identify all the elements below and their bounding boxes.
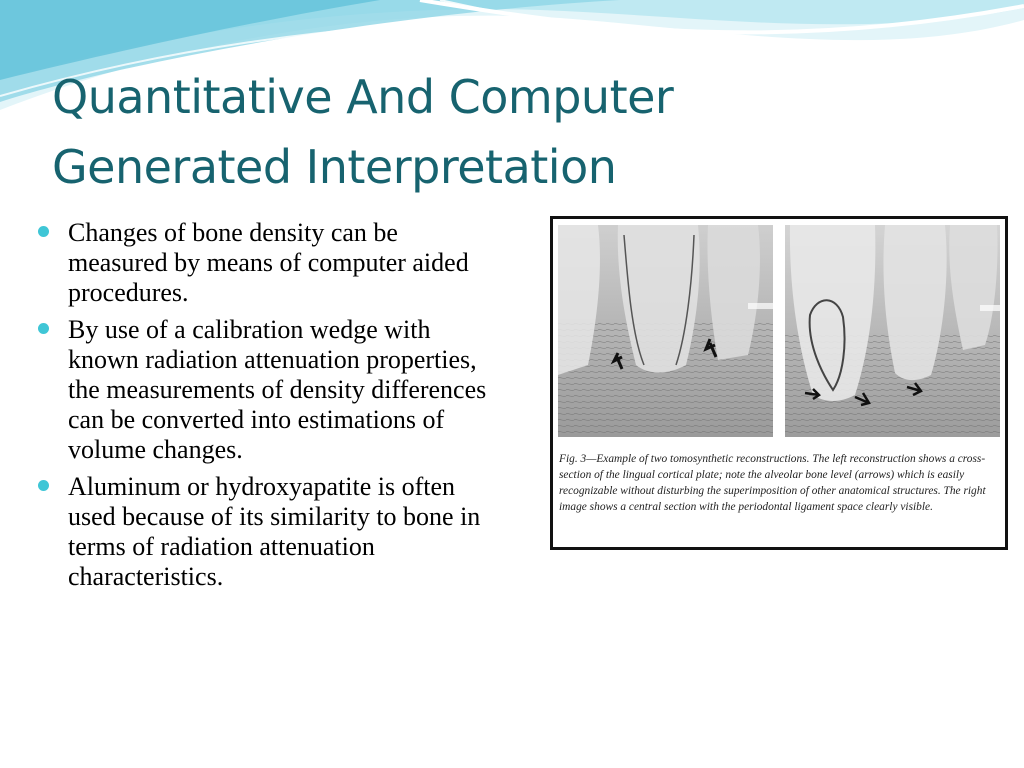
title-line-1: Quantitative And Computer (52, 70, 674, 124)
bullet-dot-icon (38, 480, 49, 491)
radiograph-left-image (558, 225, 773, 437)
bullet-dot-icon (38, 323, 49, 334)
bullet-item (34, 472, 504, 592)
figure-caption: Fig. 3—Example of two tomosynthetic reconstructions. The left reconstruction shows a cross-section of the lingual cortical plate; note the alveolar bone level (arrows) which is easily recognizable without disturbing the superimposition of other anatomical structures. The right image shows a central section with the periodontal ligament space clearly visible. (559, 453, 986, 513)
radiograph-right-image (785, 225, 1000, 437)
bullet-item (34, 315, 504, 465)
bullet-list (34, 218, 504, 599)
figure (550, 216, 1008, 550)
bullet-item (34, 218, 504, 308)
bullet-text: Changes of bone density can be measured by means of computer aided procedures. (68, 218, 469, 307)
bullet-text: By use of a calibration wedge with known radiation attenuation properties, the measurements of density differences can be converted into estimations of volume changes. (68, 315, 487, 464)
bullet-text: Aluminum or hydroxyapatite is often used because of its similarity to bone in terms of radiation attenuation characteristics. (68, 472, 481, 591)
title-line-2: Generated Interpretation (52, 140, 617, 194)
slide-title (52, 62, 952, 202)
bullet-dot-icon (38, 226, 49, 237)
